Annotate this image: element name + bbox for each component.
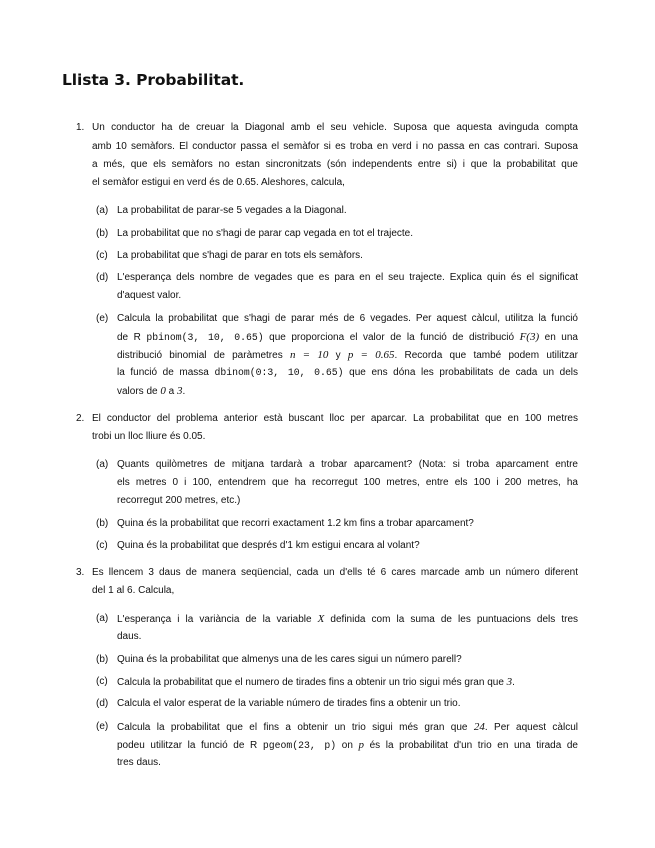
subitem-text: recorregut 200 metres, etc.) bbox=[117, 495, 241, 506]
subitem-text: La probabilitat que no s'hagi de parar cap vegada en tot el trajecte. bbox=[117, 228, 414, 239]
subitem-label: (b) bbox=[96, 518, 109, 529]
problem-number: 2. bbox=[76, 413, 85, 424]
subitem-text: d'aquest valor. bbox=[117, 290, 182, 301]
subitem-text: Calcula el valor esperat de la variable número de tirades fins a obtenir un trio. bbox=[117, 698, 461, 709]
subitem-text: Quina és la probabilitat que després d'1 km estigui encara al volant? bbox=[117, 540, 420, 551]
subitem-text: L'esperança i la variància de la variable X definida com la suma de les puntuacions dels tres bbox=[117, 613, 579, 625]
math-expr: 3 bbox=[506, 676, 513, 688]
subitem-label: (e) bbox=[96, 721, 109, 732]
subitem-text: La probabilitat que s'hagi de parar en tots els semàfors. bbox=[117, 250, 363, 261]
problem-number: 1. bbox=[76, 122, 85, 133]
subitem-label: (a) bbox=[96, 459, 109, 470]
subitem-text: Quina és la probabilitat que almenys una de les cares sigui un número parell? bbox=[117, 654, 462, 665]
subitem-text: podeu utilitzar la funció de R pgeom(23, p) on p és la probabilitat d'un trio en una tirada de bbox=[117, 739, 578, 751]
problem-text-line: Un conductor ha de creuar la Diagonal amb el seu vehicle. Suposa que aquesta avinguda compta bbox=[92, 122, 578, 133]
subitem-label: (a) bbox=[96, 205, 109, 216]
subitem-text: de R pbinom(3, 10, 0.65) que proporciona el valor de la funció de distribució F(3) en una bbox=[117, 331, 578, 343]
subitem-text: Calcula la probabilitat que el fins a obtenir un trio sigui més gran que 24. Per aquest càlcul bbox=[117, 721, 578, 733]
problem-text-line: el semàfor estigui en verd és de 0.65. Aleshores, calcula, bbox=[92, 177, 345, 188]
subitem-text: Quina és la probabilitat que recorri exactament 1.2 km fins a trobar aparcament? bbox=[117, 518, 474, 529]
subitem-text: valors de 0 a 3. bbox=[117, 385, 186, 397]
subitem-label: (e) bbox=[96, 313, 109, 324]
page-title: Llista 3. Probabilitat. bbox=[62, 71, 245, 89]
subitem-label: (d) bbox=[96, 272, 109, 283]
math-expr: 0 bbox=[160, 385, 166, 397]
subitem-text: La probabilitat de parar-se 5 vegades a la Diagonal. bbox=[117, 205, 347, 216]
subitem-label: (c) bbox=[96, 540, 108, 551]
math-expr: n = 10 bbox=[289, 349, 329, 361]
problem-text-line: Es llencem 3 daus de manera seqüencial, cada un d'ells té 6 cares marcade amb un número diferent bbox=[92, 567, 578, 578]
r-code: dbinom(0:3, 10, 0.65) bbox=[214, 367, 344, 378]
subitem-text: els metres 0 i 100, entendrem que ha recorregut 100 metres, entre els 100 i 200 metres, ha bbox=[117, 477, 578, 488]
subitem-text: daus. bbox=[117, 631, 142, 642]
subitem-text: Calcula la probabilitat que el numero de tirades fins a obtenir un trio sigui més gran que 3. bbox=[117, 676, 515, 688]
problem-text-line: a més, que els semàfors no estan sincronitzats (són independents entre si) i que la probabilitat que bbox=[92, 159, 578, 170]
subitem-text: Quants quilòmetres de mitjana tardarà a trobar aparcament? (Nota: si troba aparcament entre bbox=[117, 459, 578, 470]
math-expr: p bbox=[358, 739, 364, 751]
subitem-text: distribució binomial de paràmetres n = 10 y p = 0.65. Recorda que també podem utilitzar bbox=[117, 349, 578, 361]
subitem-text: Calcula la probabilitat que s'hagi de parar més de 6 vegades. Per aquest càlcul, utilitza la funció bbox=[117, 313, 578, 324]
subitem-label: (d) bbox=[96, 698, 109, 709]
r-code: pgeom(23, p) bbox=[262, 740, 337, 751]
subitem-label: (c) bbox=[96, 676, 108, 687]
problem-text-line: del 1 al 6. Calcula, bbox=[92, 585, 175, 596]
r-code: pbinom(3, 10, 0.65) bbox=[146, 332, 264, 343]
subitem-text: la funció de massa dbinom(0:3, 10, 0.65) que ens dóna les probabilitats de cada un dels bbox=[117, 367, 578, 378]
problem-text-line: amb 10 semàfors. El conductor passa el semàfor si es troba en verd i no passa en cas contrari. Suposa bbox=[92, 141, 578, 152]
math-expr: 24 bbox=[473, 721, 485, 733]
subitem-label: (a) bbox=[96, 613, 109, 624]
problem-text-line: El conductor del problema anterior està buscant lloc per aparcar. La probabilitat que en 100 metres bbox=[92, 413, 578, 424]
problem-text-line: trobi un lloc lliure és 0.05. bbox=[92, 431, 206, 442]
math-expr: F(3) bbox=[519, 331, 540, 343]
math-expr: p = 0.65 bbox=[347, 349, 395, 361]
subitem-text: L'esperança dels nombre de vegades que es para en el seu trajecte. Explica quin és el significat bbox=[117, 272, 578, 283]
subitem-label: (b) bbox=[96, 228, 109, 239]
math-expr: X bbox=[317, 613, 325, 625]
problem-number: 3. bbox=[76, 567, 85, 578]
subitem-label: (b) bbox=[96, 654, 109, 665]
subitem-text: tres daus. bbox=[117, 757, 161, 768]
math-expr: 3 bbox=[176, 385, 183, 397]
subitem-label: (c) bbox=[96, 250, 108, 261]
